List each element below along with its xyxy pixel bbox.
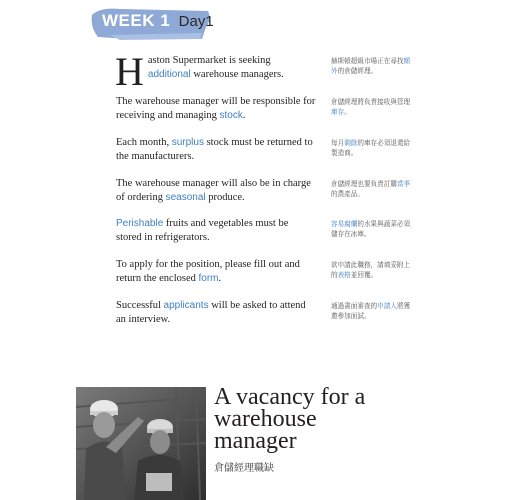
text: Successful (116, 300, 164, 311)
vocab-word: surplus (171, 137, 204, 148)
title-line: manager (214, 428, 297, 454)
title-line: A vacancy for a (214, 384, 366, 410)
vocab-word: 申請人 (377, 302, 397, 310)
day-label: Day1 (178, 13, 214, 30)
text: fruits and vegetables must be stored in refrigerators. (116, 218, 289, 243)
article-title (214, 386, 365, 452)
vocab-word: 庫存 (331, 108, 345, 116)
week-banner (90, 5, 212, 41)
text: will be asked to attend an interview. (116, 300, 306, 325)
translation-1 (331, 56, 411, 76)
text: 赫斯頓超級市場正在尋找 (331, 57, 404, 65)
paragraph-6 (116, 258, 316, 286)
vocab-word: Perishable (116, 218, 164, 229)
text: aston Supermarket is seeking (147, 55, 271, 66)
text: Each month, (116, 137, 172, 148)
text: To apply for the position, please fill out and return the enclosed (116, 259, 300, 284)
translation-3 (331, 138, 411, 158)
paragraph-4 (116, 177, 316, 205)
text: produce. (205, 192, 245, 203)
text: 每月 (331, 139, 345, 147)
vocab-word: 剩餘 (344, 139, 358, 147)
text: 的農產品。 (331, 190, 364, 198)
paragraph-7 (116, 299, 316, 327)
text: 欲申請此職務，請填妥附上的 (331, 261, 411, 279)
paragraph-2 (116, 95, 316, 123)
text: . (218, 273, 222, 284)
warehouse-workers-photo (76, 387, 206, 500)
paragraph-5 (116, 217, 316, 245)
vocab-word: applicants (163, 300, 209, 311)
text: The warehouse manager will also be in charge of ordering (116, 178, 311, 203)
text: 將獲邀參加面試。 (331, 302, 411, 320)
text: warehouse managers. (190, 69, 284, 80)
translation-2 (331, 97, 411, 117)
vocab-word: 額外 (331, 57, 411, 75)
article-subtitle: 倉儲經理職缺 (214, 463, 274, 474)
drop-cap: H (115, 49, 144, 94)
text: 。 (344, 108, 351, 116)
translation-4 (331, 179, 411, 199)
vocab-word: 當季 (396, 180, 411, 188)
text: 通過書面審查的 (331, 302, 378, 310)
vocab-word: 表格 (337, 271, 351, 279)
text: . (242, 110, 246, 121)
vocab-word: stock (219, 110, 243, 121)
text: 的水果與蔬菜必須儲存在冰庫。 (331, 220, 411, 238)
text: 的倉儲經理。 (337, 67, 378, 75)
translation-6 (331, 260, 411, 280)
translation-5 (331, 219, 411, 239)
text: 並回覆。 (350, 271, 378, 279)
text: The warehouse manager will be responsible for receiving and managing (116, 96, 316, 121)
translation-7 (331, 301, 411, 321)
vocab-word: form (198, 273, 219, 284)
paragraph-3 (116, 136, 316, 164)
vocab-word: seasonal (165, 192, 206, 203)
text: 倉儲經理將負責接收與管理 (331, 98, 411, 106)
title-line: warehouse (214, 406, 317, 432)
vocab-word: additional (147, 69, 191, 80)
text: 倉儲經理也要負責訂購 (331, 180, 397, 188)
text: 的庫存必須退還給製造商。 (331, 139, 411, 157)
text: stock must be returned to the manufacturers. (116, 137, 313, 162)
paragraph-1 (115, 49, 316, 94)
week-label: WEEK 1 (102, 11, 171, 30)
vocab-word: 容易腐爛 (331, 220, 358, 228)
